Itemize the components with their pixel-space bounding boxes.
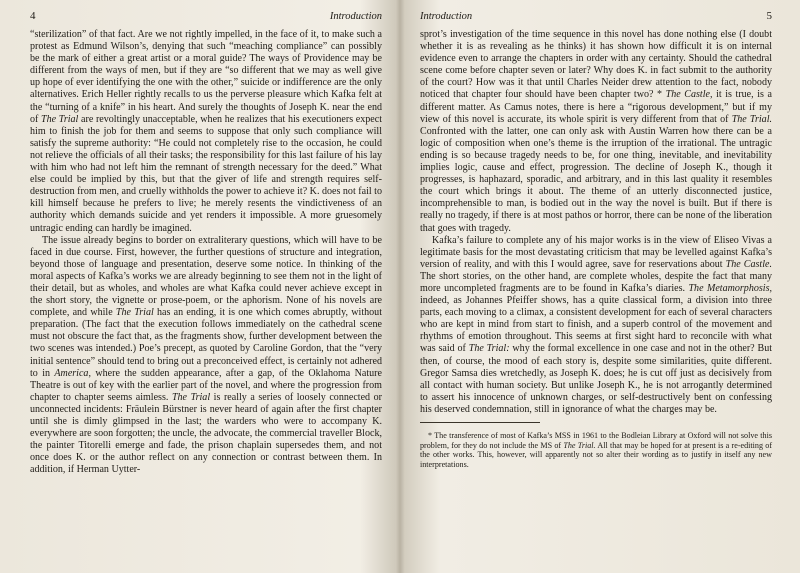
running-head-right	[420, 10, 772, 24]
text-run: where the sudden appearance, after a gap, of the Oklahoma Nature Theatre is out of key with the earlier part of the novel, and where the progression from chapter to chapter seems aimless.	[30, 367, 382, 403]
paragraph	[420, 29, 772, 235]
text-run: are revoltingly unacceptable, when he realizes that his executioners expect him to finish the job for them and seems to suppose that only such compliance will satisfy the supreme authority: “He could not completely rise to the occasion, he could not relieve the officials of all their tasks; the responsibility for this last failure of his lay with him who had not left him the remnant of strength necessary for the deed.” What else could be implied by this, but that the giver of life and strength requires self-destruction from men, and cruelly withholds the power to achieve it? K. does not fail to kill himself because he prefers to live; he merely resents the vindictiveness of an authority which demands suicide and yet renders it impossible. A more gruesomely untragic ending can hardly be imagined.	[30, 113, 383, 234]
text-run: “sterilization” of that fact. Are we not rightly impelled, in the face of it, to make such a protest as Edmund Wilson’s, denying that such “meaching compliance” can possibly be the mark of either a great artist or a moral guide? The ways of Providence may be different from the ways of men, but if they are “so different that we may as well give up hope of ever identifying the one with the other,” suicide or indifference are the only alternatives. Erich Heller rightly recalls to us the perverse pleasure which Kafka felt at the “turning of a knife” in his heart. And surely the thoughts of Joseph K. near the end of	[30, 29, 382, 125]
italic-title-text: The Metamorphosis,	[688, 282, 773, 294]
italic-title-text: The Trial	[171, 391, 211, 403]
text-run: it is true, is a different matter. As Camus notes, there is here a “rigorous development,” but if my view of this novel is accurate, its whole spirit is very different from that of	[420, 89, 772, 125]
italic-title-text: The Castle,	[665, 89, 713, 101]
text-run: sprot’s investigation of the time sequence in this novel has done nothing else (I doubt whether it is as revealing as he thinks) it has shown how difficult it is on internal evidence even to arrange the chapters in order with any certainty. Should the cathedral scene come before chapter seven or later? Why does K. in fact submit to the authority of the court? How was it that until Charles Neider drew attention to the fact, nobody noticed that chapter four should have been chapter two? *	[420, 29, 772, 101]
right-page	[400, 0, 800, 573]
text-run: is really a series of loosely connected or unconnected incidents: Fräulein Bürstner is never heard of again after the first chapter until she is dimly glimpsed in the last; the warders who were to accompany K. everywhere are soon forgotten; the uncle, the advocate, the commercial traveller Block, the painter Titorelli emerge and fade, the prison chaplain supersedes them, and not once does K. or the author reflect on any connection or contrast between them. In addition, if Herman Uytter-	[30, 391, 382, 476]
running-title: Introduction	[329, 11, 382, 22]
paragraph	[30, 29, 382, 235]
footnote-rule	[420, 422, 540, 423]
footnote	[420, 431, 772, 469]
running-head-left	[30, 10, 382, 24]
italic-title-text: The Trial	[41, 113, 79, 125]
text-run: All that may be hoped for at present is a re-editing of the other works. This, however, will apparently not so alter their wording as to justify in itself any new interpretations.	[420, 440, 773, 469]
paragraph	[30, 235, 382, 477]
italic-title-text: The Trial	[115, 307, 154, 319]
italic-title-text: The Trial:	[468, 343, 510, 355]
body-text	[420, 29, 772, 416]
running-title: Introduction	[420, 11, 473, 22]
text-run: The issue already begins to border on extraliterary questions, which will have to be faced in due course. First, however, the further questions of structure and integration, beyond those of language and presentation, deserve some notice. In thinking of the moral aspects of Kafka’s works we are already beginning to see them not in the light of their detail, but as wholes, and wholes are what Kafka could never achieve except in the short story, the vignette or prose-poem, or the aphorism. None of his novels are complete, and while	[30, 234, 382, 319]
text-run: has an ending, it is one which comes abruptly, without preparation. (The fact that the execution follows immediately on the cathedral scene must not obscure the fact that, as the fragments show, further development between the two scenes was intended.) Poe’s precept, as quoted by Caroline Gordon, that the “very initial sentence” should tend to bring out a preconceived effect, is certainly not adhered to in	[30, 307, 383, 379]
text-run: Confronted with the latter, one can only ask with Austin Warren how there can be a logic of composition when one’s theme is the irruption of the irrational. The untragic ending is so because tragedy needs to be, for one thing, inevitable, and inevitability implies logic, cause and effect, progression. The decline of Joseph K., though it progresses, is haphazard, sporadic, and arbitrary, and in this last quality it resembles the court which brings it about. The theme of an utterly disconnected justice, incomprehensible to man, is bodied out in the way the novel is built. But if there is really no tragedy, if there is at most pathos or horror, there can be none of the liberation that goes with tragedy.	[420, 125, 772, 234]
italic-title-text: America,	[54, 367, 91, 379]
paragraph	[420, 235, 772, 416]
text-run: Kafka’s failure to complete any of his major works is in the view of Eliseo Vivas a legitimate basis for the most devastating criticism that may be levelled against Kafka’s version of reality, and with this I would agree, save for reservations about	[420, 234, 772, 270]
page-number: 4	[30, 10, 36, 22]
text-run: indeed, as Johannes Pfeiffer shows, has a quite classical form, a division into three parts, each moving to a climax, a consistent development for each of several characters who are kept in mind from start to finish, and a superb control of the movement and rhythms of emotion throughout. This seems at first sight hard to reconcile with what was said of	[420, 295, 772, 355]
italic-title-text: The Trial.	[731, 113, 772, 125]
body-text	[30, 29, 382, 476]
italic-title-text: The Trial.	[563, 440, 596, 450]
page-number: 5	[766, 10, 772, 22]
italic-title-text: The Castle.	[725, 258, 772, 270]
text-run: The short stories, on the other hand, are complete wholes, despite the fact that many more uncompleted fragments are to be found in Kafka’s diaries.	[420, 270, 772, 294]
text-run: why the formal excellence in one case and not in the other? But then, of course, the mood of each story is, despite some similarities, quite different. Gregor Samsa dies wretchedly, as Joseph K. does; he is cut off just as decisively from all contact with human society. But unlike Joseph K., he is not arrogantly determined to assert his innocence of unknown charges, or self-destructively bent on confessing his deserved condemnation, still in ignorance of what the charges may be.	[420, 343, 773, 415]
text-run: * The transference of most of Kafka’s MSS in 1961 to the Bodleian Library at Oxford will not solve this problem, for they do not include the MS of	[420, 431, 772, 450]
